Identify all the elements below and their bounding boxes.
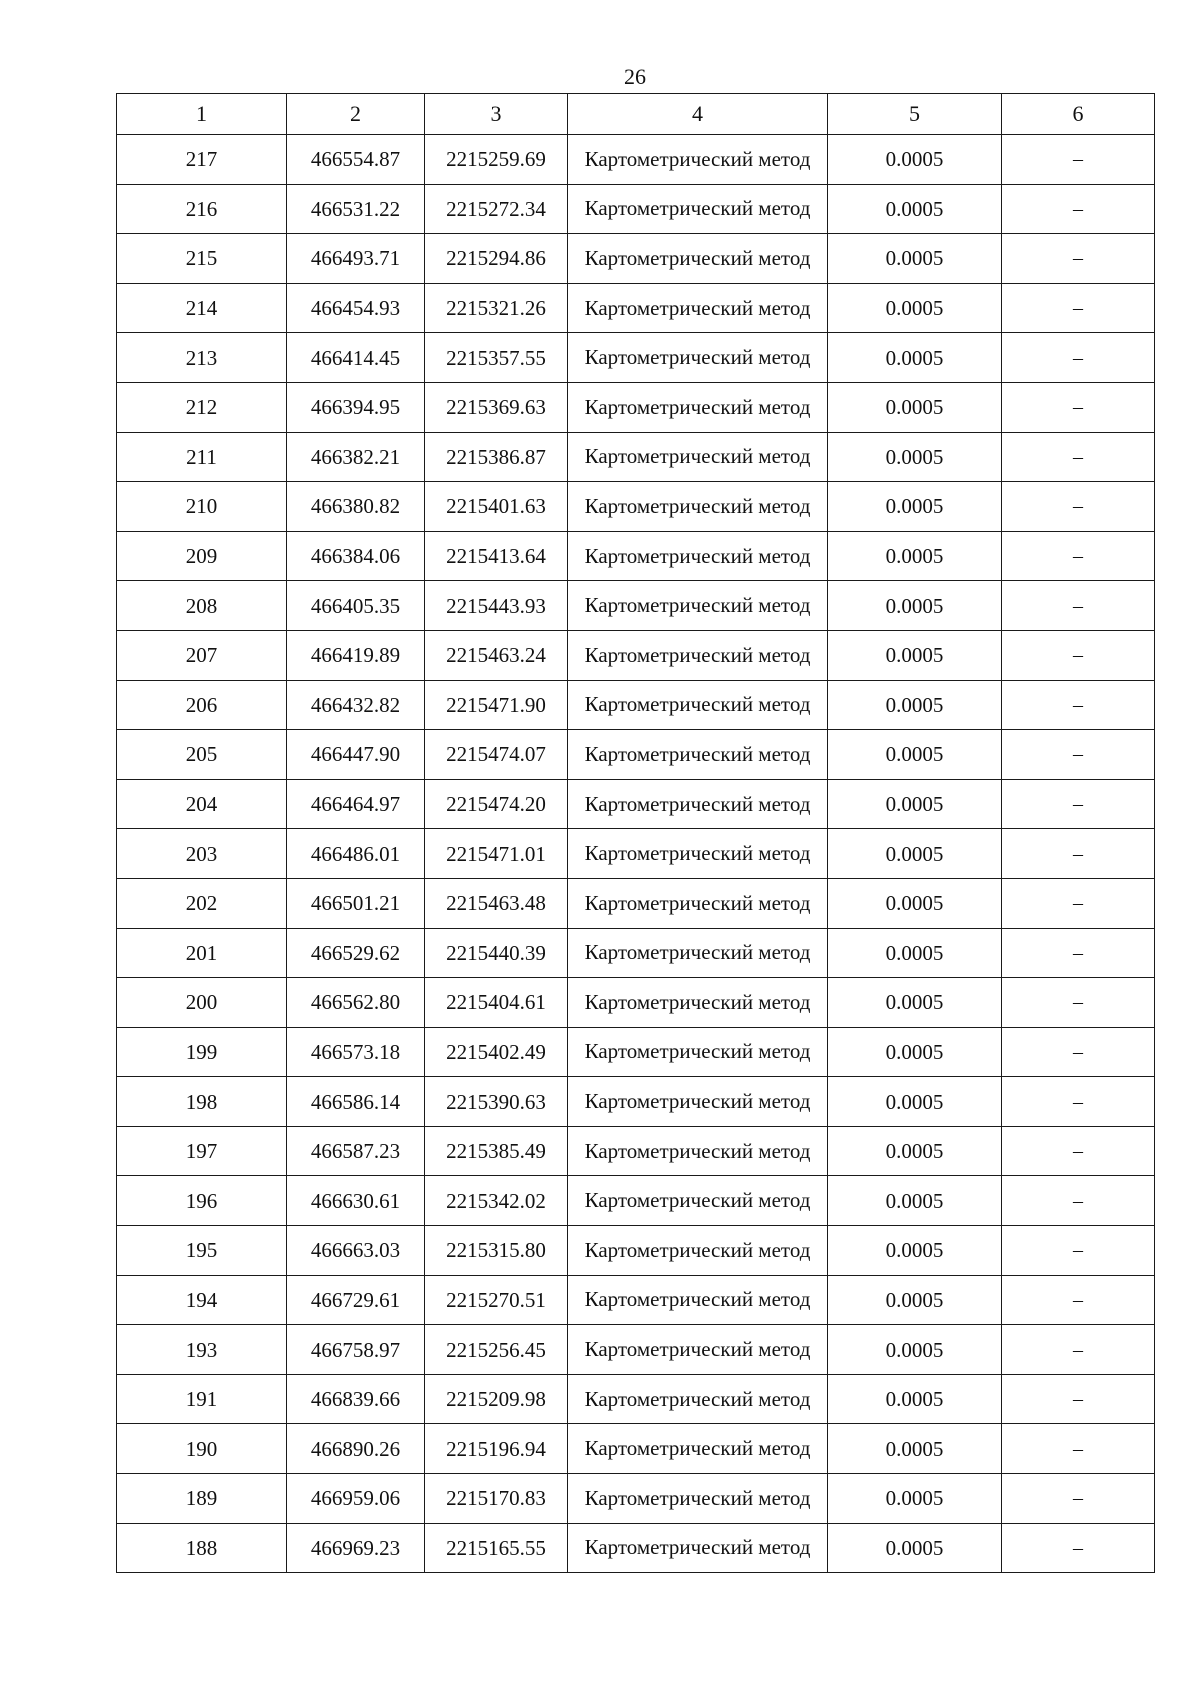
cell-accuracy: 0.0005	[828, 779, 1002, 829]
cell-x-coordinate: 466758.97	[287, 1325, 425, 1375]
cell-note: –	[1002, 680, 1155, 730]
cell-point-number: 188	[117, 1523, 287, 1573]
cell-method: Картометрический метод	[568, 1077, 828, 1127]
cell-y-coordinate: 2215321.26	[425, 283, 568, 333]
cell-y-coordinate: 2215471.90	[425, 680, 568, 730]
cell-x-coordinate: 466573.18	[287, 1027, 425, 1077]
cell-method: Картометрический метод	[568, 928, 828, 978]
cell-accuracy: 0.0005	[828, 680, 1002, 730]
cell-y-coordinate: 2215413.64	[425, 531, 568, 581]
table-row	[117, 1424, 1155, 1474]
cell-point-number: 197	[117, 1126, 287, 1176]
coordinates-table-container	[116, 93, 1154, 1573]
cell-accuracy: 0.0005	[828, 1523, 1002, 1573]
cell-method: Картометрический метод	[568, 333, 828, 383]
cell-x-coordinate: 466405.35	[287, 581, 425, 631]
cell-method: Картометрический метод	[568, 1176, 828, 1226]
cell-accuracy: 0.0005	[828, 482, 1002, 532]
cell-accuracy: 0.0005	[828, 878, 1002, 928]
table-row	[117, 779, 1155, 829]
cell-method: Картометрический метод	[568, 630, 828, 680]
cell-note: –	[1002, 531, 1155, 581]
table-row	[117, 432, 1155, 482]
cell-method: Картометрический метод	[568, 234, 828, 284]
table-row	[117, 283, 1155, 333]
cell-point-number: 207	[117, 630, 287, 680]
cell-note: –	[1002, 1374, 1155, 1424]
cell-point-number: 216	[117, 184, 287, 234]
cell-point-number: 199	[117, 1027, 287, 1077]
cell-point-number: 212	[117, 382, 287, 432]
cell-point-number: 208	[117, 581, 287, 631]
cell-accuracy: 0.0005	[828, 978, 1002, 1028]
cell-note: –	[1002, 234, 1155, 284]
cell-note: –	[1002, 1077, 1155, 1127]
cell-accuracy: 0.0005	[828, 531, 1002, 581]
table-row	[117, 1275, 1155, 1325]
cell-y-coordinate: 2215401.63	[425, 482, 568, 532]
header-col-6: 6	[1002, 94, 1155, 135]
cell-accuracy: 0.0005	[828, 1176, 1002, 1226]
cell-accuracy: 0.0005	[828, 333, 1002, 383]
cell-x-coordinate: 466554.87	[287, 135, 425, 185]
cell-point-number: 201	[117, 928, 287, 978]
cell-x-coordinate: 466464.97	[287, 779, 425, 829]
cell-x-coordinate: 466382.21	[287, 432, 425, 482]
cell-method: Картометрический метод	[568, 1325, 828, 1375]
cell-y-coordinate: 2215369.63	[425, 382, 568, 432]
cell-accuracy: 0.0005	[828, 1424, 1002, 1474]
cell-point-number: 196	[117, 1176, 287, 1226]
cell-accuracy: 0.0005	[828, 382, 1002, 432]
cell-method: Картометрический метод	[568, 1126, 828, 1176]
cell-point-number: 203	[117, 829, 287, 879]
cell-method: Картометрический метод	[568, 135, 828, 185]
cell-accuracy: 0.0005	[828, 1027, 1002, 1077]
cell-method: Картометрический метод	[568, 779, 828, 829]
coordinates-table	[116, 93, 1155, 1573]
cell-x-coordinate: 466586.14	[287, 1077, 425, 1127]
cell-x-coordinate: 466380.82	[287, 482, 425, 532]
cell-point-number: 189	[117, 1474, 287, 1524]
cell-note: –	[1002, 1325, 1155, 1375]
cell-x-coordinate: 466562.80	[287, 978, 425, 1028]
cell-y-coordinate: 2215196.94	[425, 1424, 568, 1474]
cell-y-coordinate: 2215315.80	[425, 1226, 568, 1276]
cell-accuracy: 0.0005	[828, 283, 1002, 333]
cell-point-number: 194	[117, 1275, 287, 1325]
header-col-3: 3	[425, 94, 568, 135]
cell-y-coordinate: 2215404.61	[425, 978, 568, 1028]
cell-y-coordinate: 2215209.98	[425, 1374, 568, 1424]
cell-note: –	[1002, 581, 1155, 631]
cell-y-coordinate: 2215402.49	[425, 1027, 568, 1077]
table-row	[117, 1325, 1155, 1375]
cell-method: Картометрический метод	[568, 184, 828, 234]
cell-x-coordinate: 466454.93	[287, 283, 425, 333]
cell-y-coordinate: 2215390.63	[425, 1077, 568, 1127]
header-row	[117, 94, 1155, 135]
cell-method: Картометрический метод	[568, 283, 828, 333]
table-row	[117, 630, 1155, 680]
cell-x-coordinate: 466729.61	[287, 1275, 425, 1325]
cell-x-coordinate: 466630.61	[287, 1176, 425, 1226]
cell-point-number: 200	[117, 978, 287, 1028]
table-row	[117, 1474, 1155, 1524]
cell-point-number: 215	[117, 234, 287, 284]
table-row	[117, 829, 1155, 879]
cell-x-coordinate: 466587.23	[287, 1126, 425, 1176]
cell-method: Картометрический метод	[568, 878, 828, 928]
table-row	[117, 1374, 1155, 1424]
cell-method: Картометрический метод	[568, 1523, 828, 1573]
cell-note: –	[1002, 135, 1155, 185]
cell-y-coordinate: 2215443.93	[425, 581, 568, 631]
cell-accuracy: 0.0005	[828, 581, 1002, 631]
cell-note: –	[1002, 1523, 1155, 1573]
header-col-4: 4	[568, 94, 828, 135]
cell-x-coordinate: 466531.22	[287, 184, 425, 234]
cell-point-number: 204	[117, 779, 287, 829]
cell-method: Картометрический метод	[568, 531, 828, 581]
cell-x-coordinate: 466447.90	[287, 730, 425, 780]
cell-note: –	[1002, 1176, 1155, 1226]
cell-point-number: 198	[117, 1077, 287, 1127]
cell-y-coordinate: 2215272.34	[425, 184, 568, 234]
cell-note: –	[1002, 1226, 1155, 1276]
cell-method: Картометрический метод	[568, 1226, 828, 1276]
cell-accuracy: 0.0005	[828, 184, 1002, 234]
table-row	[117, 135, 1155, 185]
table-row	[117, 1176, 1155, 1226]
table-row	[117, 1126, 1155, 1176]
cell-accuracy: 0.0005	[828, 630, 1002, 680]
cell-x-coordinate: 466486.01	[287, 829, 425, 879]
table-row	[117, 1523, 1155, 1573]
cell-method: Картометрический метод	[568, 829, 828, 879]
cell-note: –	[1002, 283, 1155, 333]
table-row	[117, 730, 1155, 780]
table-row	[117, 184, 1155, 234]
page-number: 26	[624, 64, 646, 89]
cell-x-coordinate: 466501.21	[287, 878, 425, 928]
cell-point-number: 193	[117, 1325, 287, 1375]
cell-method: Картометрический метод	[568, 680, 828, 730]
table-row	[117, 878, 1155, 928]
cell-point-number: 210	[117, 482, 287, 532]
cell-x-coordinate: 466663.03	[287, 1226, 425, 1276]
cell-y-coordinate: 2215270.51	[425, 1275, 568, 1325]
table-row	[117, 680, 1155, 730]
table-row	[117, 382, 1155, 432]
table-header	[117, 94, 1155, 135]
cell-point-number: 205	[117, 730, 287, 780]
header-col-2: 2	[287, 94, 425, 135]
cell-accuracy: 0.0005	[828, 1275, 1002, 1325]
cell-y-coordinate: 2215471.01	[425, 829, 568, 879]
table-body	[117, 135, 1155, 1573]
table-row	[117, 333, 1155, 383]
cell-method: Картометрический метод	[568, 1275, 828, 1325]
cell-y-coordinate: 2215357.55	[425, 333, 568, 383]
cell-method: Картометрический метод	[568, 730, 828, 780]
cell-accuracy: 0.0005	[828, 1126, 1002, 1176]
cell-method: Картометрический метод	[568, 1374, 828, 1424]
cell-note: –	[1002, 1474, 1155, 1524]
cell-y-coordinate: 2215256.45	[425, 1325, 568, 1375]
cell-accuracy: 0.0005	[828, 1374, 1002, 1424]
cell-x-coordinate: 466959.06	[287, 1474, 425, 1524]
table-row	[117, 531, 1155, 581]
cell-accuracy: 0.0005	[828, 1325, 1002, 1375]
cell-y-coordinate: 2215463.24	[425, 630, 568, 680]
cell-accuracy: 0.0005	[828, 234, 1002, 284]
table-row	[117, 928, 1155, 978]
cell-note: –	[1002, 1275, 1155, 1325]
cell-accuracy: 0.0005	[828, 928, 1002, 978]
cell-point-number: 213	[117, 333, 287, 383]
cell-y-coordinate: 2215385.49	[425, 1126, 568, 1176]
cell-accuracy: 0.0005	[828, 1474, 1002, 1524]
cell-y-coordinate: 2215463.48	[425, 878, 568, 928]
cell-point-number: 209	[117, 531, 287, 581]
cell-note: –	[1002, 184, 1155, 234]
cell-accuracy: 0.0005	[828, 135, 1002, 185]
cell-method: Картометрический метод	[568, 482, 828, 532]
cell-method: Картометрический метод	[568, 1027, 828, 1077]
table-row	[117, 978, 1155, 1028]
table-row	[117, 581, 1155, 631]
cell-method: Картометрический метод	[568, 1474, 828, 1524]
cell-x-coordinate: 466529.62	[287, 928, 425, 978]
cell-note: –	[1002, 730, 1155, 780]
cell-x-coordinate: 466384.06	[287, 531, 425, 581]
cell-y-coordinate: 2215170.83	[425, 1474, 568, 1524]
cell-point-number: 214	[117, 283, 287, 333]
cell-x-coordinate: 466969.23	[287, 1523, 425, 1573]
cell-note: –	[1002, 978, 1155, 1028]
cell-note: –	[1002, 333, 1155, 383]
cell-note: –	[1002, 482, 1155, 532]
cell-note: –	[1002, 829, 1155, 879]
cell-note: –	[1002, 1126, 1155, 1176]
cell-point-number: 206	[117, 680, 287, 730]
cell-point-number: 191	[117, 1374, 287, 1424]
table-row	[117, 1226, 1155, 1276]
cell-y-coordinate: 2215440.39	[425, 928, 568, 978]
cell-note: –	[1002, 928, 1155, 978]
cell-point-number: 211	[117, 432, 287, 482]
header-col-5: 5	[828, 94, 1002, 135]
cell-x-coordinate: 466890.26	[287, 1424, 425, 1474]
cell-note: –	[1002, 779, 1155, 829]
cell-accuracy: 0.0005	[828, 1077, 1002, 1127]
cell-point-number: 195	[117, 1226, 287, 1276]
cell-point-number: 217	[117, 135, 287, 185]
cell-x-coordinate: 466493.71	[287, 234, 425, 284]
cell-note: –	[1002, 1424, 1155, 1474]
cell-accuracy: 0.0005	[828, 432, 1002, 482]
cell-y-coordinate: 2215259.69	[425, 135, 568, 185]
cell-accuracy: 0.0005	[828, 730, 1002, 780]
table-row	[117, 234, 1155, 284]
cell-x-coordinate: 466432.82	[287, 680, 425, 730]
cell-note: –	[1002, 1027, 1155, 1077]
cell-y-coordinate: 2215165.55	[425, 1523, 568, 1573]
cell-accuracy: 0.0005	[828, 829, 1002, 879]
cell-accuracy: 0.0005	[828, 1226, 1002, 1276]
table-row	[117, 1027, 1155, 1077]
cell-method: Картометрический метод	[568, 581, 828, 631]
header-col-1: 1	[117, 94, 287, 135]
cell-x-coordinate: 466414.45	[287, 333, 425, 383]
cell-x-coordinate: 466839.66	[287, 1374, 425, 1424]
cell-y-coordinate: 2215294.86	[425, 234, 568, 284]
cell-note: –	[1002, 432, 1155, 482]
cell-x-coordinate: 466394.95	[287, 382, 425, 432]
table-row	[117, 1077, 1155, 1127]
table-row	[117, 482, 1155, 532]
cell-method: Картометрический метод	[568, 382, 828, 432]
cell-note: –	[1002, 382, 1155, 432]
cell-y-coordinate: 2215386.87	[425, 432, 568, 482]
cell-point-number: 202	[117, 878, 287, 928]
cell-method: Картометрический метод	[568, 978, 828, 1028]
cell-method: Картометрический метод	[568, 432, 828, 482]
cell-y-coordinate: 2215342.02	[425, 1176, 568, 1226]
cell-y-coordinate: 2215474.20	[425, 779, 568, 829]
cell-point-number: 190	[117, 1424, 287, 1474]
cell-note: –	[1002, 878, 1155, 928]
cell-note: –	[1002, 630, 1155, 680]
cell-y-coordinate: 2215474.07	[425, 730, 568, 780]
cell-method: Картометрический метод	[568, 1424, 828, 1474]
cell-x-coordinate: 466419.89	[287, 630, 425, 680]
